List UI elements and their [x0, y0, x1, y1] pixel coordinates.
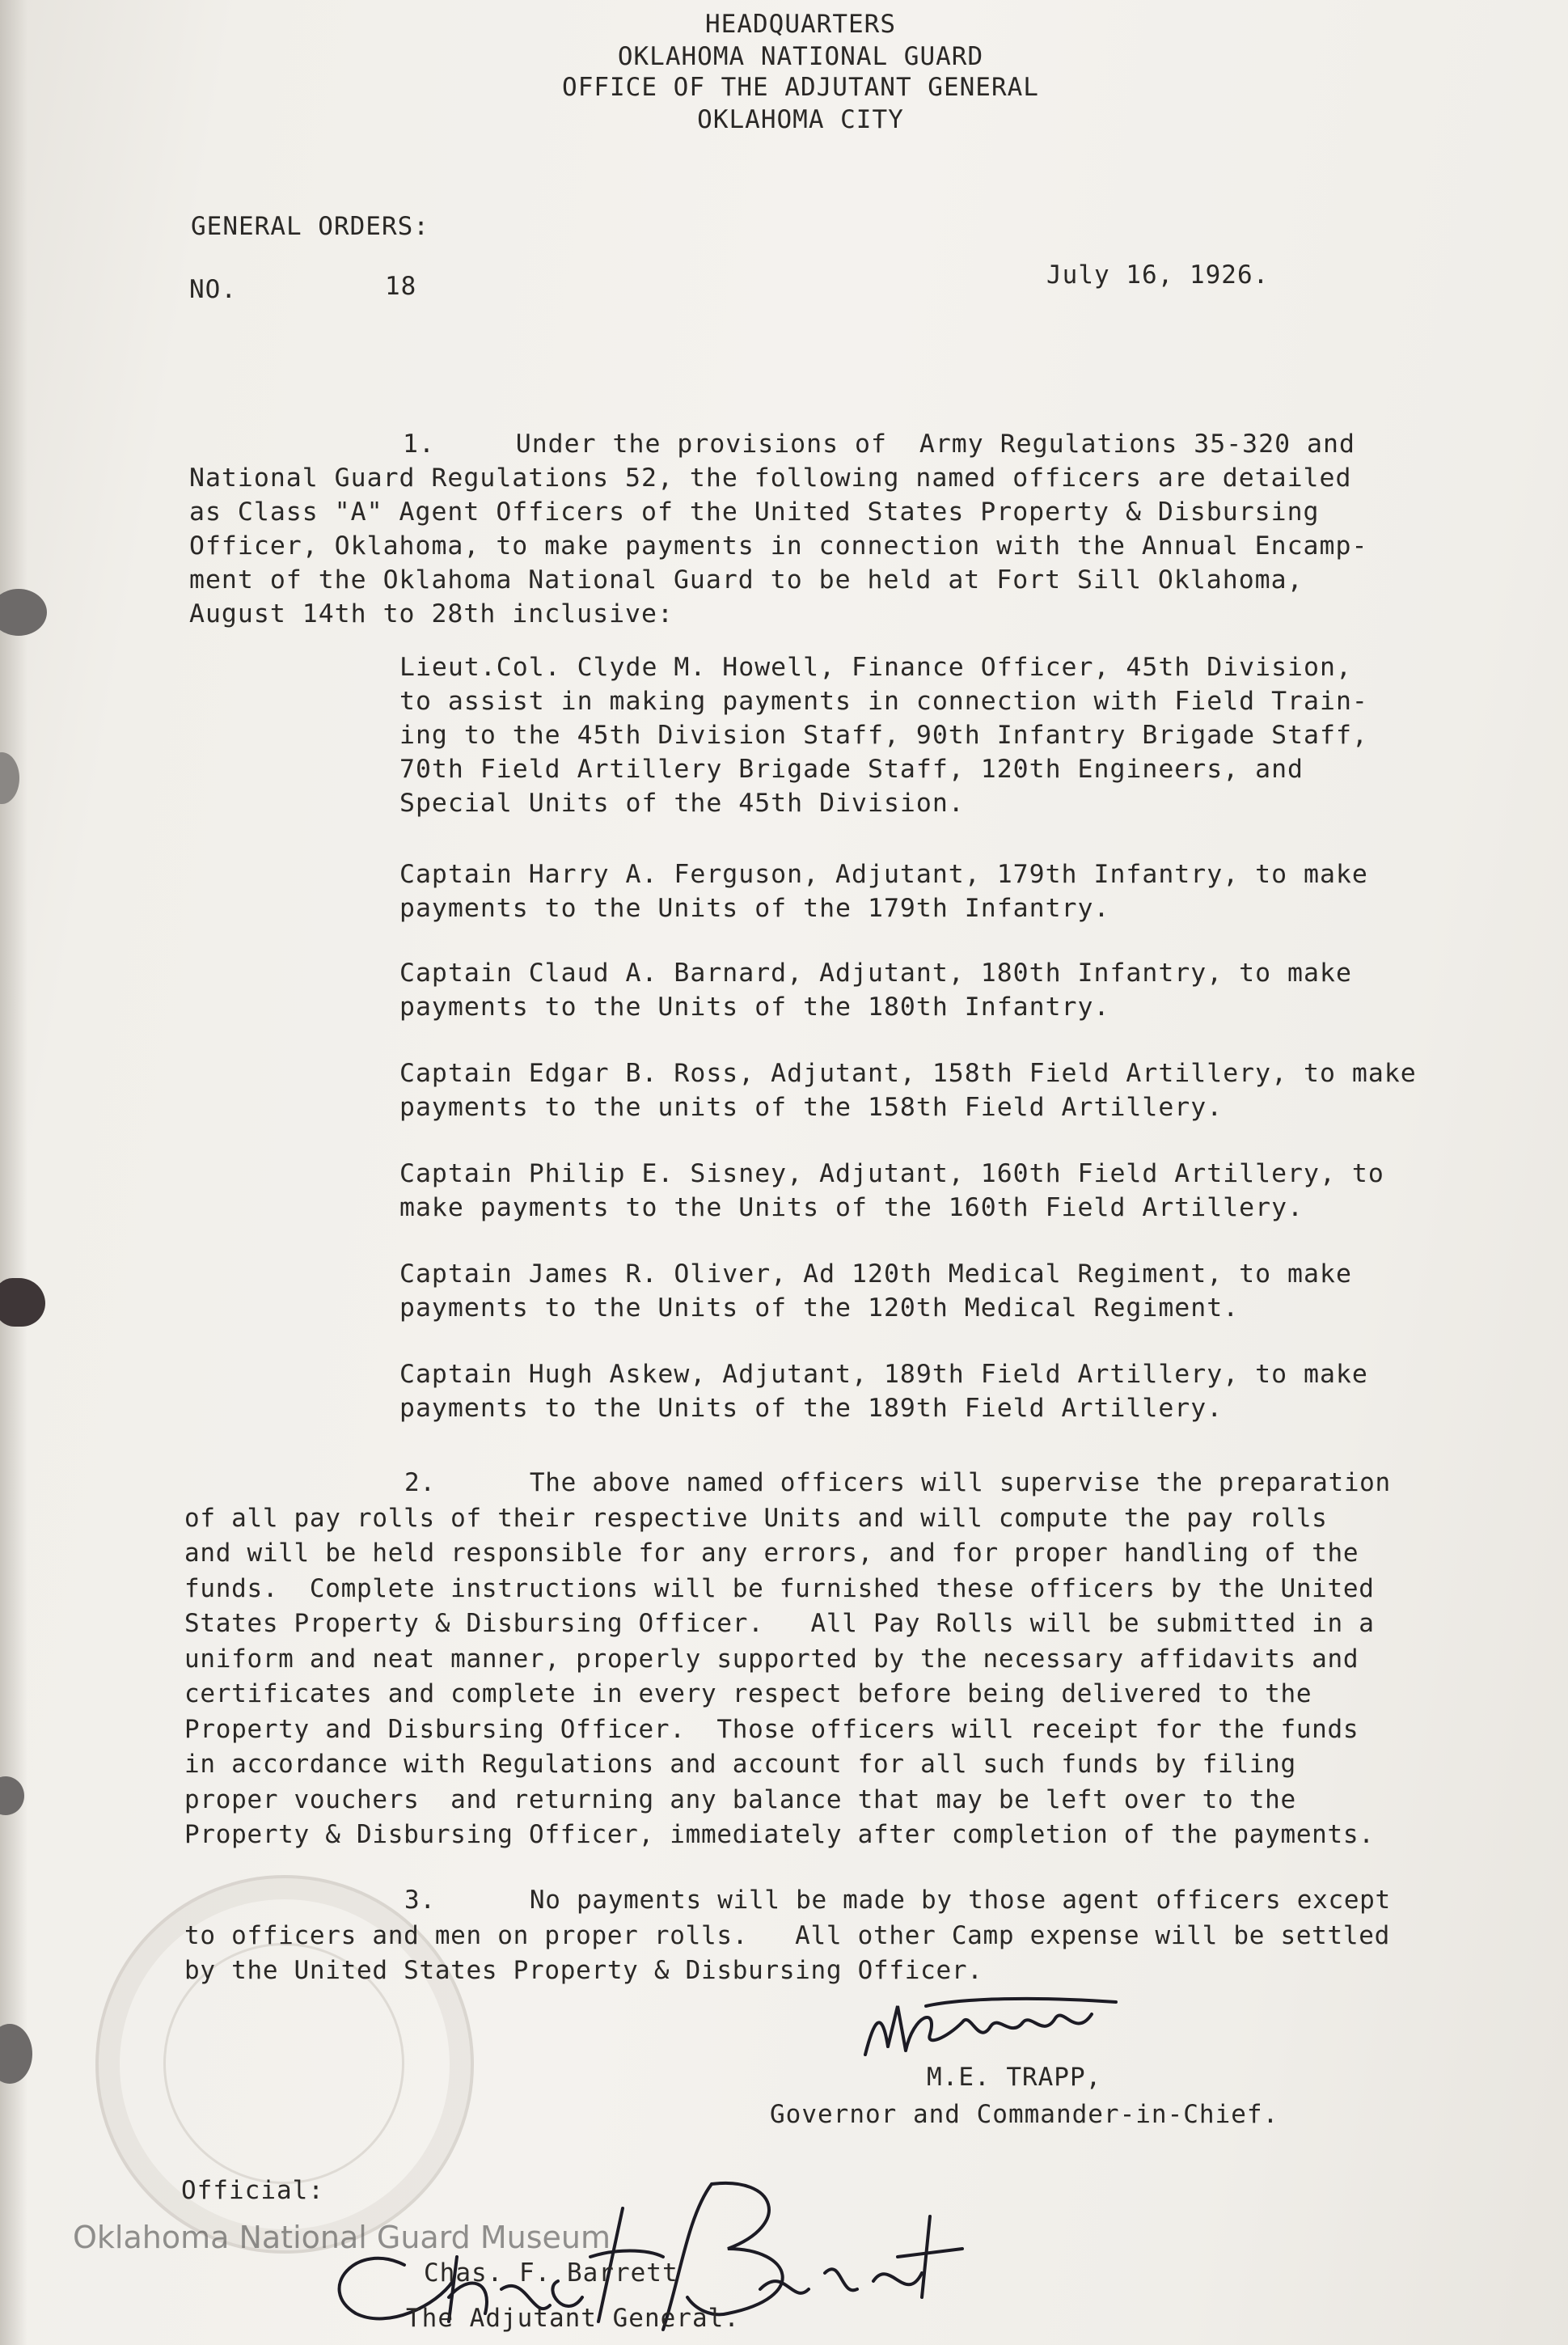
paragraph-line: August 14th to 28th inclusive: [189, 599, 674, 629]
officer-line: 70th Field Artillery Brigade Staff, 120th Engineers, and [399, 755, 1304, 784]
adjutant-title: The Adjutant General. [406, 2304, 740, 2333]
general-orders-label: GENERAL ORDERS: [191, 212, 429, 241]
officer-entry [399, 956, 1352, 1024]
paragraph-line: proper vouchers and returning any balance that may be left over to the [184, 1784, 1296, 1814]
paragraph-line: Officer, Oklahoma, to make payments in connection with the Annual Encamp- [189, 531, 1368, 561]
paragraph-3 [184, 1883, 1391, 1989]
governor-title: Governor and Commander-in-Chief. [770, 2100, 1279, 2129]
paragraph-line: by the United States Property & Disbursing Officer. [184, 1956, 983, 1985]
officer-entry [399, 1157, 1384, 1225]
paragraph-line: 1. Under the provisions of Army Regulations 35-320 and [403, 430, 1355, 459]
officer-entry [399, 650, 1368, 820]
paragraph-line: States Property & Disbursing Officer. All Pay Rolls will be submitted in a [184, 1609, 1375, 1638]
officer-line: Captain Harry A. Ferguson, Adjutant, 179th Infantry, to make [399, 860, 1368, 889]
paragraph-line: to officers and men on proper rolls. All other Camp expense will be settled [184, 1920, 1390, 1950]
officer-line: Captain Philip E. Sisney, Adjutant, 160th Field Artillery, to [399, 1159, 1384, 1188]
punch-hole [0, 589, 47, 636]
paragraph-line: 3. No payments will be made by those agent officers except [404, 1886, 1391, 1915]
paragraph-line: National Guard Regulations 52, the following named officers are detailed [189, 463, 1352, 493]
official-label: Official: [181, 2176, 324, 2205]
paragraph-line: certificates and complete in every respect before being delivered to the [184, 1679, 1312, 1708]
paragraph-line: ment of the Oklahoma National Guard to be held at Fort Sill Oklahoma, [189, 565, 1304, 595]
header-line-1: HEADQUARTERS [705, 10, 896, 39]
order-number: 18 [385, 272, 417, 301]
page-edge-shadow [0, 0, 27, 2345]
order-number-label: NO. [189, 275, 237, 304]
officer-line: Captain Hugh Askew, Adjutant, 189th Field Artillery, to make [399, 1360, 1368, 1389]
officer-entry [399, 857, 1368, 925]
paragraph-line: and will be held responsible for any errors, and for proper handling of the [184, 1539, 1359, 1568]
officer-entry [399, 1056, 1417, 1124]
header-line-3: OFFICE OF THE ADJUTANT GENERAL [562, 73, 1039, 102]
officer-line: make payments to the Units of the 160th Field Artillery. [399, 1193, 1304, 1222]
order-date: July 16, 1926. [1046, 260, 1270, 290]
paragraph-line: funds. Complete instructions will be furnished these officers by the United [184, 1573, 1375, 1603]
paragraph-line: in accordance with Regulations and account for all such funds by filing [184, 1750, 1296, 1779]
officer-line: Captain Edgar B. Ross, Adjutant, 158th Field Artillery, to make [399, 1059, 1417, 1088]
header-line-2: OKLAHOMA NATIONAL GUARD [617, 42, 984, 71]
museum-watermark: Oklahoma National Guard Museum [73, 2220, 611, 2255]
officer-line: Captain Claud A. Barnard, Adjutant, 180th Infantry, to make [399, 959, 1352, 988]
officer-line: Lieut.Col. Clyde M. Howell, Finance Officer, 45th Division, [399, 653, 1352, 682]
paragraph-line: of all pay rolls of their respective Units and will compute the pay rolls [184, 1503, 1328, 1533]
governor-name: M.E. TRAPP, [927, 2063, 1102, 2092]
paragraph-line: Property and Disbursing Officer. Those officers will receipt for the funds [184, 1714, 1359, 1744]
header-line-4: OKLAHOMA CITY [697, 105, 904, 134]
paragraph-1 [189, 427, 1367, 631]
adjutant-name: Chas. F. Barrett [424, 2258, 678, 2288]
paragraph-2 [184, 1466, 1391, 1853]
paragraph-line: Property & Disbursing Officer, immediately after completion of the payments. [184, 1820, 1375, 1849]
officer-line: payments to the Units of the 189th Field Artillery. [399, 1394, 1224, 1423]
officer-entry [399, 1257, 1352, 1325]
ink-blot [0, 1278, 45, 1327]
officer-line: payments to the Units of the 180th Infantry. [399, 993, 1110, 1022]
officer-line: Captain James R. Oliver, Ad 120th Medical Regiment, to make [399, 1259, 1352, 1289]
officer-line: payments to the Units of the 120th Medical Regiment. [399, 1293, 1240, 1323]
officer-line: ing to the 45th Division Staff, 90th Infantry Brigade Staff, [399, 721, 1368, 750]
officer-line: Special Units of the 45th Division. [399, 789, 965, 818]
officer-line: to assist in making payments in connection with Field Train- [399, 687, 1368, 716]
paragraph-line: uniform and neat manner, properly supported by the necessary affidavits and [184, 1644, 1359, 1674]
paragraph-line: 2. The above named officers will supervise the preparation [404, 1468, 1391, 1497]
officer-entry [399, 1357, 1368, 1425]
punch-hole [0, 2024, 32, 2084]
officer-line: payments to the Units of the 179th Infantry. [399, 894, 1110, 923]
officer-line: payments to the units of the 158th Field Artillery. [399, 1093, 1224, 1122]
paragraph-line: as Class "A" Agent Officers of the United States Property & Disbursing [189, 497, 1320, 527]
